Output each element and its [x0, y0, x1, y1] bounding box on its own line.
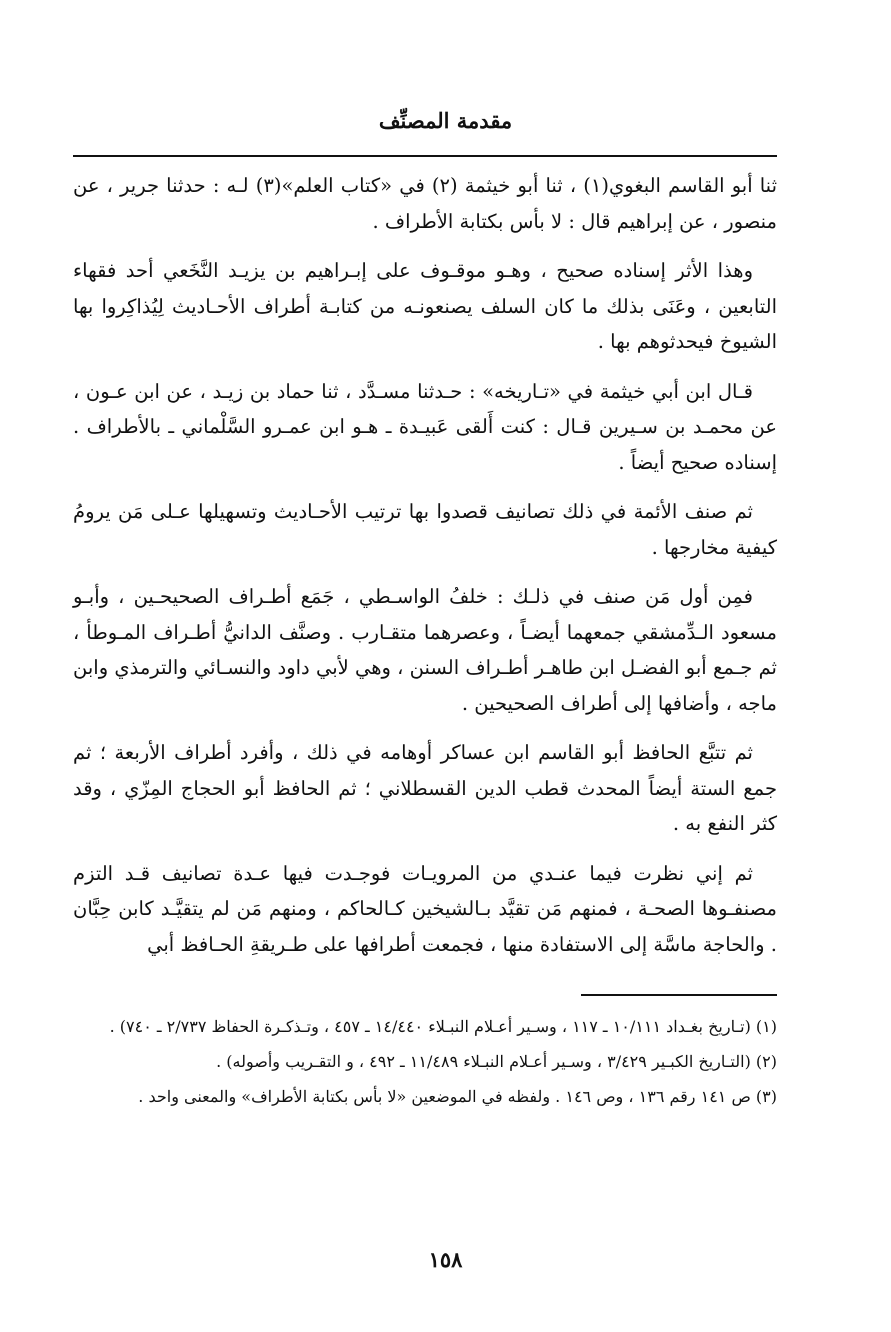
- paragraph: وهذا الأثر إسناده صحيح ، وهـو موقـوف على إبـراهيم بن يزيـد النَّخَعي أحد فقهاء التابعين ، وعَنَى بذلك ما كان السلف يصنعونـه من كتابـة أطراف الأحـاديث لِيُذاكِروا بها الشيوخ فيحدثوهم بها .: [73, 259, 777, 353]
- page-number: ١٥٨: [428, 1247, 463, 1272]
- header-divider: [73, 155, 777, 157]
- main-text: [73, 168, 777, 976]
- page-header-title: مقدمة المصنِّف: [378, 108, 513, 133]
- footnote-divider: [581, 994, 777, 996]
- paragraph: ثم تتبَّع الحافظ أبو القاسم ابن عساكر أوهامه في ذلك ، وأفرد أطراف الأربعة ؛ ثم جمع الستة أيضاً المحدث قطب الدين القسطلاني ؛ ثم الحافظ أبو الحجاج المِزّي ، وقد كثر النفع به .: [73, 741, 777, 835]
- paragraph: ثنا أبو القاسم البغوي(١) ، ثنا أبو خيثمة (٢) في «كتاب العلم»(٣) لـه : حدثنا جرير ، عن منصور ، عن إبراهيم قال : لا بأس بكتابة الأطراف .: [73, 174, 777, 233]
- footnote: (٣) ص ١٤١ رقم ١٣٦ ، وص ١٤٦ . ولفظه في الموضعين «لا بأس بكتابة الأطراف» والمعنى واحد .: [138, 1087, 777, 1106]
- paragraph: ثم صنف الأئمة في ذلك تصانيف قصدوا بها ترتيب الأحـاديث وتسهيلها عـلى مَن يرومُ كيفية مخارجها .: [73, 500, 777, 559]
- paragraph: فمِن أول مَن صنف في ذلـك : خلفُ الواسـطي ، جَمَع أطـراف الصحيحـين ، وأبـو مسعود الـدِّمشقي جمعهما أيضـاً ، وعصرهما متقـارب . وصنَّف الدانيُّ أطـراف المـوطأ ، ثم جـمع أبو الفضـل ابن طاهـر أطـراف السنن ، وهي لأبي داود والنسـائي والترمذي وابن ماجه ، وأضافها إلى أطراف الصحيحين .: [73, 585, 777, 715]
- footnotes: [73, 1012, 777, 1117]
- paragraph: ثم إني نظرت فيما عنـدي من المرويـات فوجـدت فيها عـدة تصانيف قـد التزم مصنفـوها الصحـة ، فمنهم مَن تقيَّد بـالشيخين كـالحاكم ، ومنهم مَن لم يتقيَّـد كابن حِبَّان . والحاجة ماسَّة إلى الاستفادة منها ، فجمعت أطرافها على طـريقةِ الحـافظ أبي: [73, 861, 777, 956]
- footnote: (٢) (التـاريخ الكبـير ٣/٤٢٩ ، وسـير أعـلام النبـلاء ١١/٤٨٩ ـ ٤٩٢ ، و التقـريب وأصوله) .: [216, 1052, 777, 1071]
- paragraph: قـال ابن أبي خيثمة في «تـاريخه» : حـدثنا مسـدَّد ، ثنا حماد بن زيـد ، عن ابن عـون ، عن محمـد بن سـيرين قـال : كنت أَلقى عَبيـدة ـ هـو ابن عمـرو السَّلْماني ـ بالأطراف . إسناده صحيح أيضاً .: [73, 379, 777, 474]
- footnote: (١) (تـاريخ بغـداد ١٠/١١١ ـ ١١٧ ، وسـير أعـلام النبـلاء ١٤/٤٤٠ ـ ٤٥٧ ، وتـذكـرة الحفاظ ٢/٧٣٧ ـ ٧٤٠) .: [109, 1017, 777, 1036]
